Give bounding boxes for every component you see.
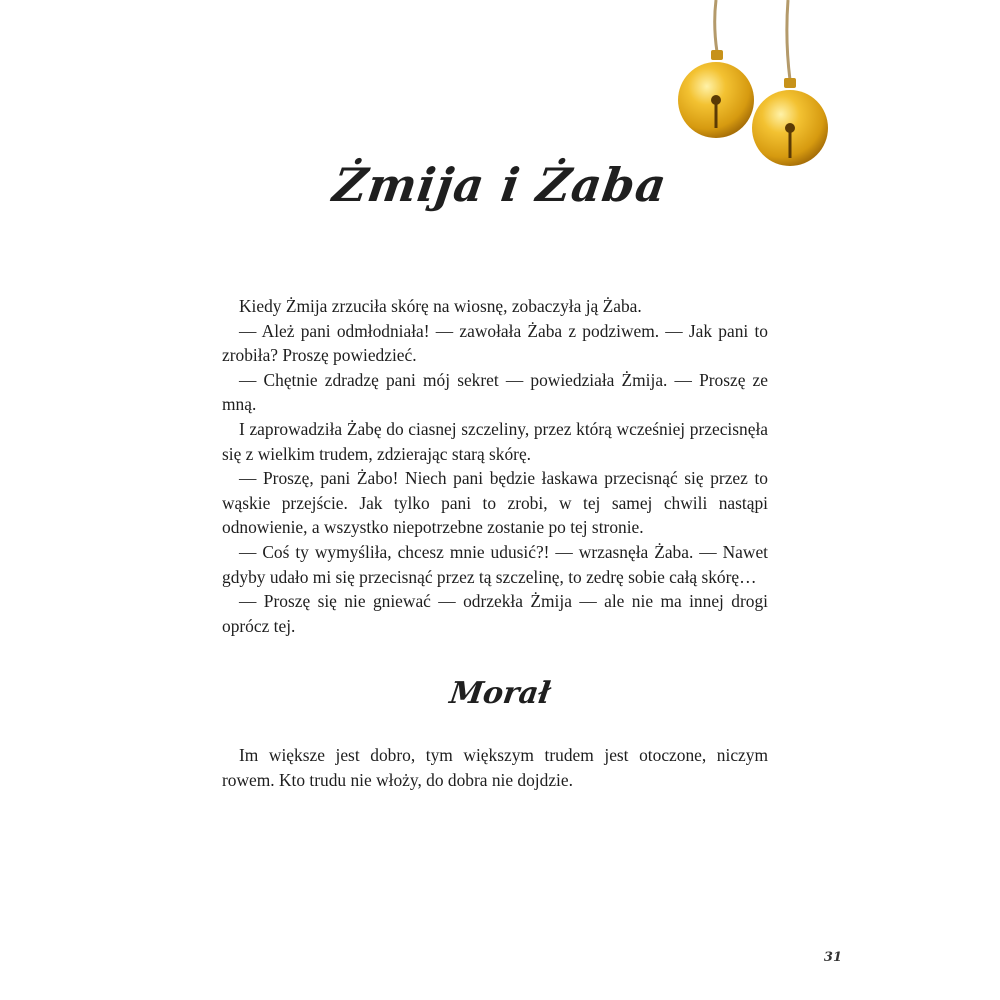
- bell-right: [752, 78, 828, 166]
- story-paragraph: I zaprowadziła Żabę do ciasnej szczeliny, przez którą wcześniej przecisnęła się z wielkim trudem, zdzierając starą skórę.: [222, 418, 768, 464]
- story-paragraph: — Coś ty wymyśliła, chcesz mnie udusić?! — wrzasnęła Żaba. — Nawet gdyby udało mi się przecisnąć przez tą szczelinę, to zedrę sobie całą skórę…: [222, 541, 768, 587]
- moral-paragraph: Im większe jest dobro, tym większym trudem jest otoczone, niczym rowem. Kto trudu nie włoży, do dobra nie dojdzie.: [222, 745, 768, 790]
- story-paragraph: — Proszę, pani Żabo! Niech pani będzie łaskawa przecisnąć się przez to wąskie przejście. Jak tylko pani to zrobi, w tej samej chwili nastąpi odnowienie, a wszystko niepotrzebne zostanie po tej stronie.: [222, 468, 768, 538]
- story-text: [222, 294, 768, 638]
- story-paragraph: — Chętnie zdradzę pani mój sekret — powiedziała Żmija. — Proszę ze mną.: [222, 369, 768, 415]
- moral-text: [222, 743, 768, 792]
- story-paragraph: Kiedy Żmija zrzuciła skórę na wiosnę, zobaczyła ją Żaba.: [239, 296, 642, 316]
- moral-heading: Morał: [447, 676, 553, 711]
- page-number: 31: [823, 950, 842, 965]
- story-paragraph: — Proszę się nie gniewać — odrzekła Żmija — ale nie ma innej drogi oprócz tej.: [222, 591, 768, 636]
- story-title: Żmija i Żaba: [329, 158, 671, 212]
- story-paragraph: — Ależ pani odmłodniała! — zawołała Żaba z podziwem. — Jak pani to zrobiła? Proszę powiedzieć.: [222, 320, 768, 366]
- bell-left: [678, 50, 754, 138]
